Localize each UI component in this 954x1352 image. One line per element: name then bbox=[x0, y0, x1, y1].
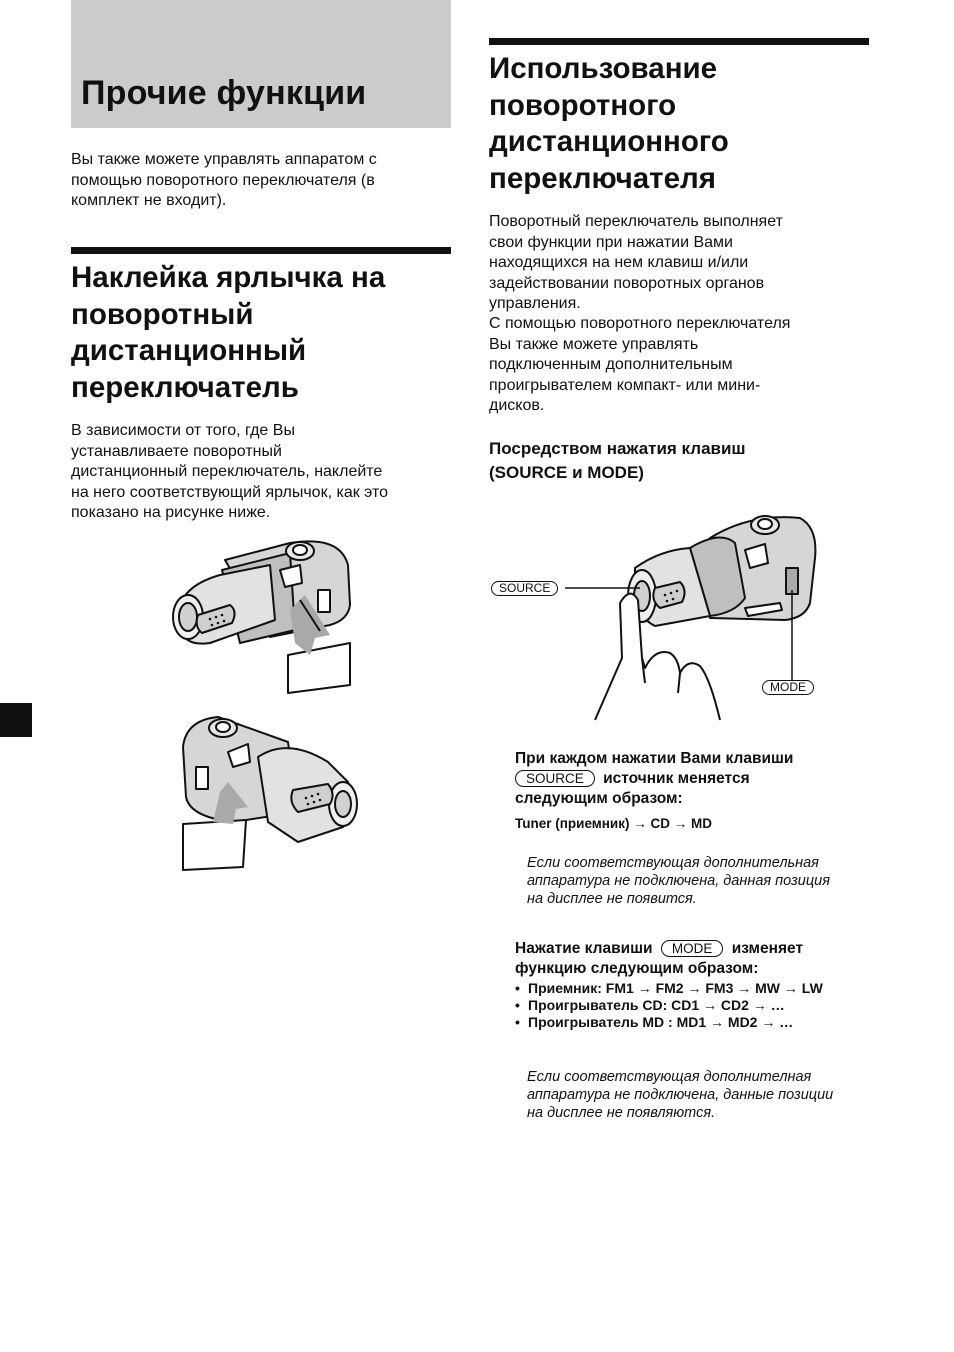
text-line: дисков. bbox=[489, 397, 545, 414]
rotary-paragraph-1 bbox=[489, 212, 869, 315]
text-line: Вы также можете управлять bbox=[489, 335, 699, 353]
text-line: В зависимости от того, где Вы bbox=[71, 422, 295, 439]
intro-paragraph bbox=[71, 150, 451, 212]
text-line: свои функции при нажатии Вами bbox=[489, 233, 733, 251]
text-line bbox=[515, 939, 875, 959]
heading-line: поворотного bbox=[489, 88, 677, 122]
text-line: на дисплее не появится. bbox=[527, 891, 697, 907]
text-line: подключенным дополнительным bbox=[489, 356, 733, 373]
text-line: помощью поворотного переключателя (в bbox=[71, 171, 375, 189]
text-line: аппаратура не подключена, данная позиция bbox=[527, 873, 830, 889]
source-key-badge: SOURCE bbox=[515, 770, 595, 787]
text-line: При каждом нажатии Вами клавиши bbox=[515, 750, 794, 767]
source-sequence: Tuner (приемник) → CD → MD bbox=[515, 816, 712, 831]
section-rule-left bbox=[71, 247, 451, 254]
mode-note bbox=[527, 1068, 872, 1122]
text-line: Если соответствующая дополнительная bbox=[527, 855, 819, 871]
callout-lines bbox=[560, 580, 810, 690]
source-instructions bbox=[515, 749, 875, 809]
rotary-paragraph-2 bbox=[489, 314, 869, 417]
heading-line: Наклейка ярлычка на bbox=[71, 261, 386, 294]
text-line: С помощью поворотного переключателя bbox=[489, 315, 791, 332]
page-title: Прочие функции bbox=[81, 74, 367, 112]
heading-line: поворотный bbox=[71, 297, 254, 331]
page-tab-marker bbox=[0, 703, 32, 737]
list-item: • Проигрыватель MD : MD1 → MD2 → … bbox=[515, 1014, 875, 1031]
heading-line: переключатель bbox=[71, 370, 299, 404]
section-rule-right bbox=[489, 38, 869, 45]
text-line: находящихся на нем клавиш и/или bbox=[489, 254, 749, 271]
text-line: управления. bbox=[489, 295, 581, 312]
subheading-key-press bbox=[489, 437, 869, 485]
text-line: задействовании поворотных органов bbox=[489, 274, 765, 292]
mode-key-badge: MODE bbox=[661, 940, 724, 957]
text-line: дистанционный переключатель, наклейте bbox=[71, 463, 383, 480]
heading-line: дистанционного bbox=[489, 125, 729, 158]
text-line: показано на рисунке ниже. bbox=[71, 504, 271, 521]
text-line: Поворотный переключатель выполняет bbox=[489, 213, 783, 230]
mode-function-list bbox=[515, 980, 875, 1031]
text-line: функцию следующим образом: bbox=[515, 960, 759, 977]
text-line: следующим образом: bbox=[515, 790, 683, 807]
text-line: комплект не входит). bbox=[71, 192, 227, 209]
text-line bbox=[515, 769, 875, 789]
heading-line: переключателя bbox=[489, 161, 716, 195]
remote-illustration-lower bbox=[178, 712, 363, 874]
text-line: Вы также можете управлять аппаратом с bbox=[71, 151, 377, 168]
source-note bbox=[527, 854, 872, 908]
text-line: на дисплее не появляются. bbox=[527, 1105, 716, 1121]
list-item: • Проигрыватель CD: CD1 → CD2 → … bbox=[515, 997, 875, 1014]
remote-illustration-upper bbox=[170, 535, 360, 695]
text-line: проигрывателем компакт- или мини- bbox=[489, 376, 761, 394]
heading-rotary-usage bbox=[489, 51, 869, 197]
heading-line: Посредством нажатия клавиш bbox=[489, 439, 746, 458]
text-fragment: Нажатие клавиши bbox=[515, 940, 653, 957]
heading-label-sticker bbox=[71, 260, 451, 406]
text-line: на него соответствующий ярлычок, как это bbox=[71, 483, 389, 501]
heading-line: дистанционный bbox=[71, 334, 307, 367]
mode-instructions bbox=[515, 939, 875, 979]
title-box bbox=[71, 0, 451, 128]
text-fragment: изменяет bbox=[731, 940, 804, 957]
heading-line: (SOURCE и MODE) bbox=[489, 463, 644, 482]
text-line: аппаратура не подключена, данные позиции bbox=[527, 1087, 834, 1103]
heading-line: Использование bbox=[489, 52, 718, 85]
mode-callout-label: MODE bbox=[762, 680, 814, 695]
text-line: устанавливаете поворотный bbox=[71, 442, 282, 460]
label-sticker-paragraph bbox=[71, 421, 453, 524]
list-item: • Приемник: FM1 → FM2 → FM3 → MW → LW bbox=[515, 980, 875, 997]
text-fragment: источник меняется bbox=[603, 770, 750, 787]
source-callout-label: SOURCE bbox=[491, 581, 558, 596]
text-line: Если соответствующая дополнителная bbox=[527, 1069, 812, 1085]
